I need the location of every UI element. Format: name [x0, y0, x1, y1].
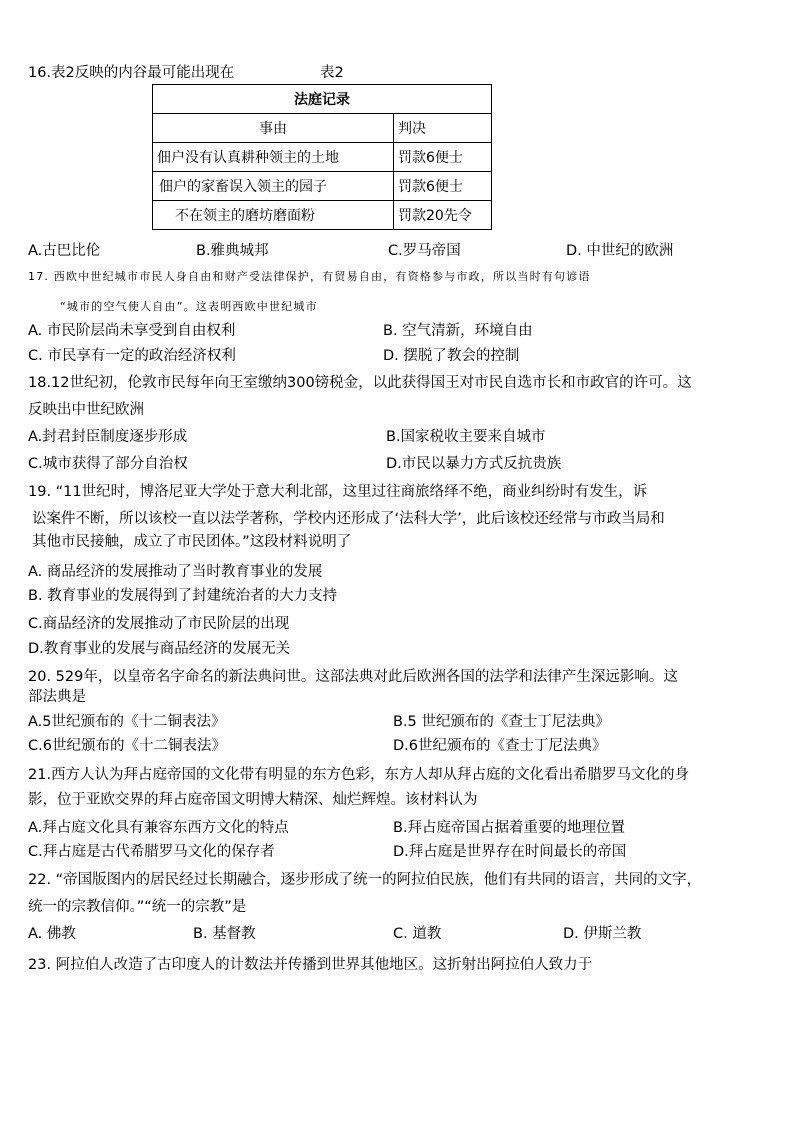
- table-cell: 佃户的家畜误入领主的园子: [153, 172, 394, 201]
- q18-option-a: A.封君封臣制度逐步形成: [28, 429, 188, 445]
- q17-option-b: B. 空气清新，环境自由: [383, 323, 533, 339]
- q22-option-d: D. 伊斯兰教: [563, 926, 642, 942]
- q21-option-d: D.拜占庭是世界存在时间最长的帝国: [393, 844, 627, 860]
- q19-option-b: B. 教育事业的发展得到了封建统治者的大力支持: [28, 588, 338, 604]
- q16-option-b: B.雅典城邦: [196, 243, 269, 259]
- table-header-row: [153, 114, 492, 143]
- q19-stem-line1: 19. “11世纪时，博洛尼亚大学处于意大利北部，这里过往商旅络绎不绝，商业纠纷时有发生，诉: [28, 484, 648, 500]
- table-cell: 罚款6便士: [394, 172, 492, 201]
- q16-option-d: D. 中世纪的欧洲: [566, 243, 674, 259]
- q20-option-b: B.5 世纪颁布的《查士丁尼法典》: [393, 714, 610, 730]
- q19-option-a: A. 商品经济的发展推动了当时教育事业的发展: [28, 564, 323, 580]
- q19-option-d: D.教育事业的发展与商品经济的发展无关: [28, 641, 291, 657]
- table-row: [153, 201, 492, 230]
- q18-option-c: C.城市获得了部分自治权: [28, 456, 188, 472]
- q17-stem-line2: “城市的空气使人自由”。这表明西欧中世纪城市: [60, 300, 318, 313]
- table-header-verdict: 判决: [394, 114, 492, 143]
- q21-stem-line2: 影，位于亚欧交界的拜占庭帝国文明博大精深、灿烂辉煌。该材料认为: [28, 792, 478, 808]
- table-row: [153, 172, 492, 201]
- q16-table-label: 表2: [320, 65, 344, 81]
- table-title-row: [153, 85, 492, 114]
- q19-stem-line2: 讼案件不断，所以该校一直以法学著称，学校内还形成了‘法科大学’，此后该校还经常与市政当局和: [32, 511, 665, 527]
- table-cell: 罚款6便士: [394, 143, 492, 172]
- q17-option-a: A. 市民阶层尚未享受到自由权利: [28, 323, 236, 339]
- q18-stem-line2: 反映出中世纪欧洲: [28, 402, 144, 418]
- q21-option-b: B.拜占庭帝国占据着重要的地理位置: [393, 820, 626, 836]
- q22-stem-line1: 22. “帝国版图内的居民经过长期融合，逐步形成了统一的阿拉伯民族，他们有共同的语言，共同的文字，: [28, 872, 702, 888]
- q21-option-a: A.拜占庭文化具有兼容东西方文化的特点: [28, 820, 289, 836]
- table-cell: 不在领主的磨坊磨面粉: [153, 201, 394, 230]
- q17-option-c: C. 市民享有一定的政治经济权利: [28, 348, 236, 364]
- q17-option-d: D. 摆脱了教会的控制: [383, 348, 520, 364]
- table-row: [153, 143, 492, 172]
- table-header-cause: 事由: [153, 114, 394, 143]
- q22-option-a: A. 佛教: [28, 926, 76, 942]
- court-record-table: [152, 84, 492, 230]
- q19-option-c: C.商品经济的发展推动了市民阶层的出现: [28, 616, 290, 632]
- q20-stem-line2: 部法典是: [28, 689, 86, 705]
- q16-stem: 16.表2反映的内谷最可能出现在: [28, 65, 235, 81]
- q19-stem-line3: 其他市民接触，成立了市民团体。”这段材料说明了: [32, 534, 352, 550]
- q22-option-c: C. 道教: [393, 926, 442, 942]
- q22-stem-line2: 统一的宗教信仰。”“统一的宗教”是: [28, 899, 247, 915]
- q22-option-b: B. 基督教: [193, 926, 256, 942]
- q20-option-c: C.6世纪颁布的《十二铜表法》: [28, 738, 226, 754]
- q21-stem-line1: 21.西方人认为拜占庭帝国的文化带有明显的东方色彩，东方人却从拜占庭的文化看出希腊罗马文化的身: [28, 767, 690, 783]
- q20-stem-line1: 20. 529年，以皇帝名字命名的新法典问世。这部法典对此后欧洲各国的法学和法律产生深远影响。这: [28, 669, 678, 685]
- table-cell: 佃户没有认真耕种领主的土地: [153, 143, 394, 172]
- q23-stem-line1: 23. 阿拉伯人改造了古印度人的计数法并传播到世界其他地区。这折射出阿拉伯人致力于: [28, 957, 593, 973]
- q20-option-a: A.5世纪颁布的《十二铜表法》: [28, 714, 226, 730]
- table-cell: 罚款20先令: [394, 201, 492, 230]
- table-title: 法庭记录: [153, 85, 492, 114]
- q18-option-b: B.国家税收主要来自城市: [386, 429, 546, 445]
- q16-option-a: A.古巴比伦: [28, 243, 101, 259]
- q17-stem-line1: 17. 西欧中世纪城市市民人身自由和财产受法律保护，有贸易自由，有资格参与市政，所以当时有句谚语: [28, 270, 591, 283]
- q18-stem-line1: 18.12世纪初，伦敦市民每年向王室缴纳300镑税金，以此获得国王对市民自选市长和市政官的许可。这: [28, 375, 692, 391]
- q20-option-d: D.6世纪颁布的《查士丁尼法典》: [393, 738, 607, 754]
- q18-option-d: D.市民以暴力方式反抗贵族: [386, 456, 562, 472]
- q16-option-c: C.罗马帝国: [388, 243, 461, 259]
- q21-option-c: C.拜占庭是古代希腊罗马文化的保存者: [28, 844, 275, 860]
